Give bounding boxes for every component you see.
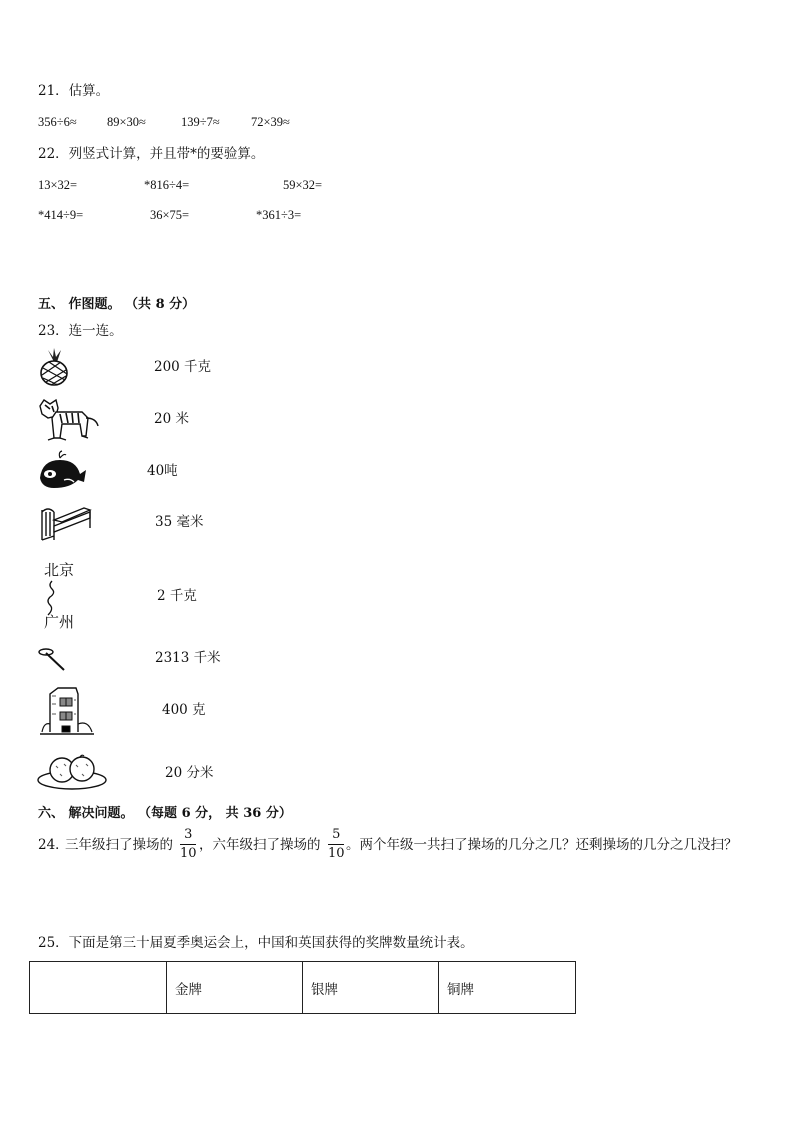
fraction-denominator: 10	[180, 846, 197, 861]
q23-title: 23．连一连。	[38, 323, 123, 339]
fraction-denominator: 10	[328, 846, 345, 861]
table-header-gold: 金牌	[167, 962, 303, 1014]
nail-icon	[38, 646, 68, 672]
fraction-bar	[180, 844, 196, 845]
table-header-silver: 银牌	[303, 962, 439, 1014]
q23-label-5: 2 千克	[157, 588, 197, 604]
q22-row1-item-1: 13×32=	[38, 178, 78, 192]
q23-label-8: 20 分米	[165, 765, 214, 781]
section5-header: 五、 作图题。 （共 8 分）	[38, 297, 196, 312]
q23-label-4: 35 毫米	[155, 514, 204, 530]
map-city-guangzhou: 广州	[44, 613, 75, 631]
table-header-blank	[30, 962, 167, 1014]
bed-icon	[38, 500, 94, 542]
q21-item-4: 72×39≈	[251, 115, 290, 129]
q23-label-1: 200 千克	[154, 359, 212, 375]
oranges-plate-icon	[36, 752, 112, 792]
table-header-bronze: 铜牌	[439, 962, 576, 1014]
q24-text-part1: 三年级扫了操场的	[65, 837, 173, 853]
building-icon	[38, 684, 96, 736]
map-city-beijing: 北京	[44, 561, 75, 579]
q22-row1-item-2: *816÷4=	[144, 178, 190, 192]
q23-label-7: 400 克	[162, 702, 206, 718]
q24-fraction-1	[180, 828, 197, 860]
q24-text-part2: ，六年级扫了操场的	[199, 837, 321, 853]
q21-item-2: 89×30≈	[107, 115, 146, 129]
whale-icon	[36, 450, 88, 492]
map-route-icon	[40, 579, 80, 617]
fraction-numerator: 3	[184, 827, 193, 842]
pineapple-icon	[36, 348, 72, 386]
q22-row2-item-2: 36×75=	[150, 208, 190, 222]
q24-number: 24．	[38, 837, 69, 853]
q24-fraction-2	[328, 828, 345, 860]
q23-label-2: 20 米	[154, 411, 189, 427]
fraction-bar	[328, 844, 344, 845]
medal-table	[29, 961, 576, 1014]
q22-row2-item-1: *414÷9=	[38, 208, 84, 222]
q21-item-3: 139÷7≈	[181, 115, 220, 129]
section6-header: 六、 解决问题。 （每题 6 分， 共 36 分）	[38, 806, 292, 821]
q23-label-3: 40吨	[147, 463, 178, 479]
q22-row2-item-3: *361÷3=	[256, 208, 302, 222]
fraction-numerator: 5	[332, 827, 341, 842]
q22-row1-item-3: 59×32=	[283, 178, 323, 192]
q23-label-6: 2313 千米	[155, 650, 221, 666]
table-row	[30, 962, 576, 1014]
q21-title: 21．估算。	[38, 83, 110, 99]
q21-item-1: 356÷6≈	[38, 115, 77, 129]
q22-title: 22．列竖式计算，并且带*的要验算。	[38, 146, 265, 162]
q25-title: 25．下面是第三十届夏季奥运会上，中国和英国获得的奖牌数量统计表。	[38, 935, 474, 951]
tiger-icon	[38, 396, 102, 444]
q24-text-part3: 。两个年级一共扫了操场的几分之几？还剩操场的几分之几没扫？	[346, 837, 738, 853]
